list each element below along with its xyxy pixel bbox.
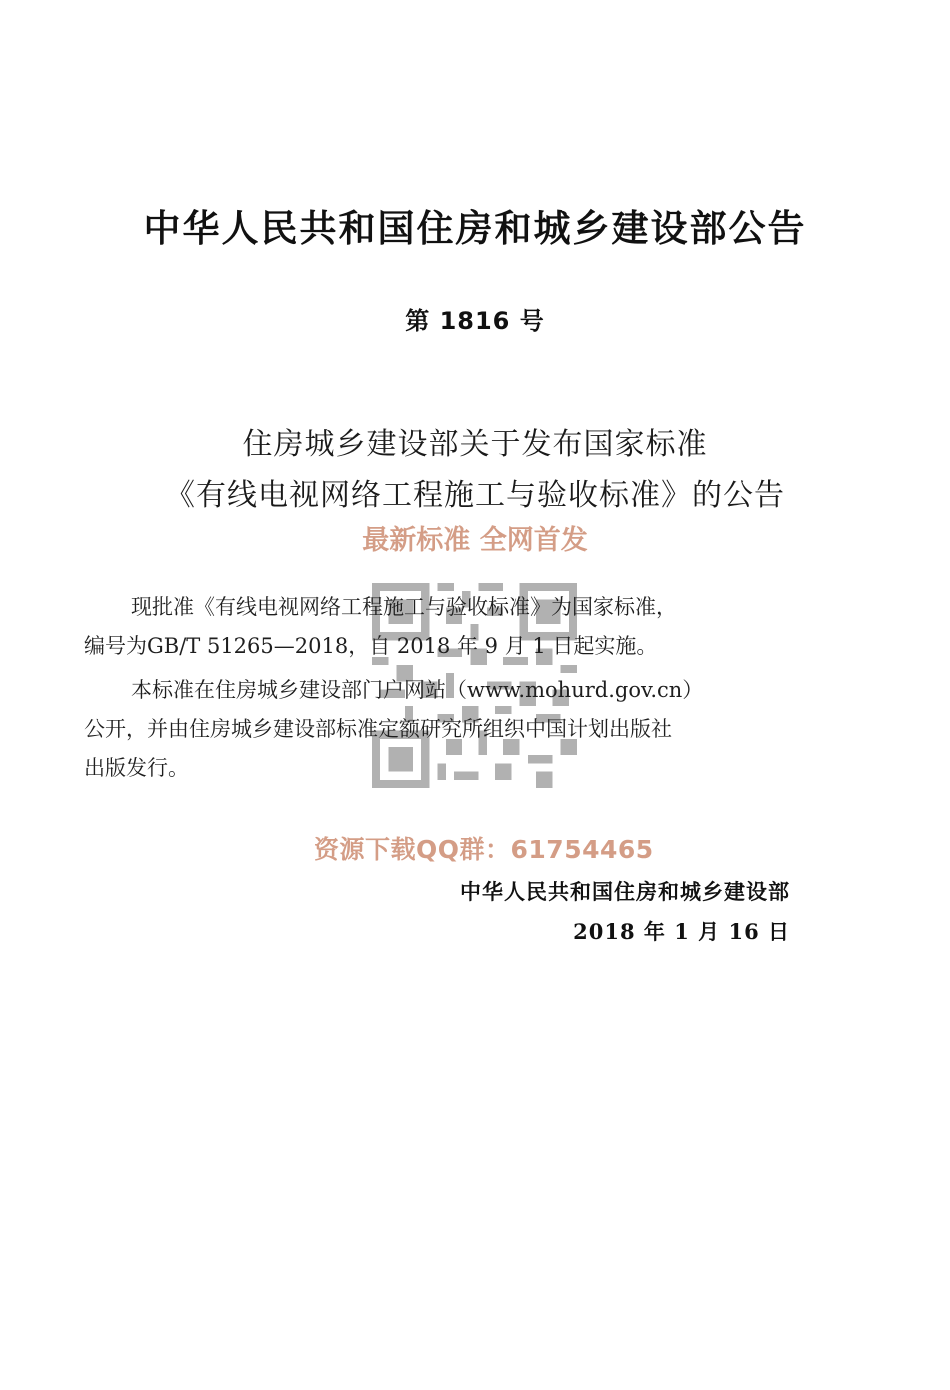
- ministry-title: 中华人民共和国住房和城乡建设部公告: [143, 207, 807, 250]
- body-paragraph-2: [84, 671, 854, 788]
- paragraph-2-line-1: 本标准在住房城乡建设部门户网站（www.mohurd.gov.cn）: [131, 678, 704, 702]
- issue-date: 2018 年 1 月 16 日: [573, 919, 790, 944]
- paragraph-1-line-1: 现批准《有线电视网络工程施工与验收标准》为国家标准，: [131, 595, 677, 619]
- issuer-signature: 中华人民共和国住房和城乡建设部: [460, 880, 790, 904]
- bulletin-number: 第 1816 号: [405, 307, 545, 335]
- paragraph-2-line-2: 公开，并由住房城乡建设部标准定额研究所组织中国计划出版社: [84, 717, 672, 741]
- watermark-tagline: 最新标准 全网首发: [362, 525, 588, 556]
- watermark-qq-group: 资源下载QQ群：61754465: [314, 835, 654, 864]
- announcement-heading-line1: 住房城乡建设部关于发布国家标准: [242, 427, 708, 462]
- paragraph-1-line-2: 编号为GB/T 51265—2018，自 2018 年 9 月 1 日起实施。: [84, 634, 658, 658]
- body-paragraph-1: [84, 588, 854, 666]
- paragraph-2-line-3: 出版发行。: [84, 756, 189, 780]
- announcement-heading-line2: 《有线电视网络工程施工与验收标准》的公告: [165, 478, 785, 513]
